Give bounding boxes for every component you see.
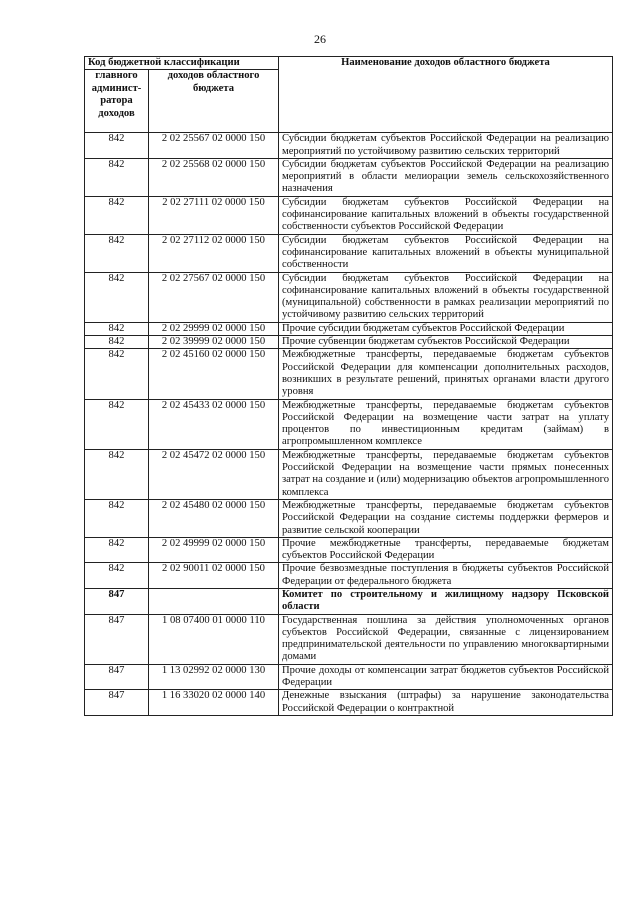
table-row	[85, 588, 613, 614]
table-row	[85, 133, 613, 159]
income-name-cell: Прочие субсидии бюджетам субъектов Российской Федерации	[279, 322, 613, 335]
admin-code-cell: 842	[85, 234, 149, 272]
income-name-cell: Субсидии бюджетам субъектов Российской Федерации на реализацию мероприятий по устойчивому развитию сельских территорий	[279, 133, 613, 159]
admin-code-cell: 842	[85, 158, 149, 196]
income-name-cell: Прочие безвозмездные поступления в бюджеты субъектов Российской Федерации от федерального бюджета	[279, 563, 613, 589]
table-row	[85, 399, 613, 449]
income-name-cell: Межбюджетные трансферты, передаваемые бюджетам субъектов Российской Федерации на создание системы поддержки фермеров и развитие сельской кооперации	[279, 499, 613, 537]
income-code-cell: 2 02 25568 02 0000 150	[149, 158, 279, 196]
table-row	[85, 336, 613, 349]
header-income-name: Наименование доходов областного бюджета	[279, 57, 613, 133]
admin-code-cell: 842	[85, 563, 149, 589]
admin-code-cell: 842	[85, 133, 149, 159]
income-code-cell: 2 02 45472 02 0000 150	[149, 449, 279, 499]
page-number: 26	[314, 32, 326, 46]
income-name-cell: Межбюджетные трансферты, передаваемые бюджетам субъектов Российской Федерации на возмещение части затрат на уплату процентов по инвестиционным кредитам (займам) в агропромышленном комплексе	[279, 399, 613, 449]
income-name-cell: Субсидии бюджетам субъектов Российской Федерации на софинансирование капитальных вложений в объекты государственной (муниципальной) собственности в рамках реализации мероприятий по устойчивому развитию сельских территорий	[279, 272, 613, 322]
table-row	[85, 234, 613, 272]
income-code-cell: 2 02 27112 02 0000 150	[149, 234, 279, 272]
income-name-cell: Субсидии бюджетам субъектов Российской Федерации на софинансирование капитальных вложений в объекты государственной собственности субъектов Российской Федерации	[279, 196, 613, 234]
income-code-cell: 2 02 25567 02 0000 150	[149, 133, 279, 159]
income-code-cell: 2 02 45160 02 0000 150	[149, 349, 279, 399]
income-code-cell: 2 02 49999 02 0000 150	[149, 537, 279, 563]
table-row	[85, 349, 613, 399]
income-name-cell: Субсидии бюджетам субъектов Российской Федерации на софинансирование капитальных вложений в объекты муниципальной собственности	[279, 234, 613, 272]
header-classification-code: Код бюджетной классификации	[85, 57, 279, 70]
income-code-cell	[149, 588, 279, 614]
income-name-cell: Субсидии бюджетам субъектов Российской Федерации на реализацию мероприятий в области мелиорации земель сельскохозяйственного назначения	[279, 158, 613, 196]
admin-code-cell: 842	[85, 399, 149, 449]
income-name-cell: Прочие субвенции бюджетам субъектов Российской Федерации	[279, 336, 613, 349]
income-code-cell: 1 13 02992 02 0000 130	[149, 664, 279, 690]
income-name-cell: Денежные взыскания (штрафы) за нарушение законодательства Российской Федерации о контрактной	[279, 690, 613, 716]
table-row	[85, 272, 613, 322]
table-row	[85, 614, 613, 664]
income-name-cell: Межбюджетные трансферты, передаваемые бюджетам субъектов Российской Федерации на возмещение части прямых понесенных затрат на создание и (или) модернизацию объектов агропромышленного комплекса	[279, 449, 613, 499]
header-income-code: доходов областного бюджета	[149, 70, 279, 133]
admin-code-cell: 847	[85, 614, 149, 664]
income-code-cell: 2 02 45480 02 0000 150	[149, 499, 279, 537]
income-code-cell: 1 16 33020 02 0000 140	[149, 690, 279, 716]
admin-code-cell: 842	[85, 322, 149, 335]
header-admin: главного админист-ратора доходов	[85, 70, 149, 133]
table-row	[85, 158, 613, 196]
income-name-cell: Комитет по строительному и жилищному надзору Псковской области	[279, 588, 613, 614]
income-name-cell: Прочие межбюджетные трансферты, передаваемые бюджетам субъектов Российской Федерации	[279, 537, 613, 563]
table-body	[85, 133, 613, 716]
income-name-cell: Прочие доходы от компенсации затрат бюджетов субъектов Российской Федерации	[279, 664, 613, 690]
budget-classification-table	[84, 56, 613, 716]
admin-code-cell: 842	[85, 537, 149, 563]
income-code-cell: 2 02 45433 02 0000 150	[149, 399, 279, 449]
table-row	[85, 449, 613, 499]
admin-code-cell: 842	[85, 336, 149, 349]
table-header	[85, 57, 613, 133]
table-row	[85, 664, 613, 690]
income-code-cell: 2 02 27111 02 0000 150	[149, 196, 279, 234]
table-row	[85, 499, 613, 537]
income-code-cell: 1 08 07400 01 0000 110	[149, 614, 279, 664]
admin-code-cell: 842	[85, 349, 149, 399]
income-code-cell: 2 02 90011 02 0000 150	[149, 563, 279, 589]
income-code-cell: 2 02 27567 02 0000 150	[149, 272, 279, 322]
admin-code-cell: 847	[85, 588, 149, 614]
income-name-cell: Межбюджетные трансферты, передаваемые бюджетам субъектов Российской Федерации для компенсации дополнительных расходов, возникших в результате решений, принятых органами власти другого уровня	[279, 349, 613, 399]
income-name-cell: Государственная пошлина за действия уполномоченных органов субъектов Российской Федерации, связанные с лицензированием предпринимательской деятельности по управлению многоквартирными домами	[279, 614, 613, 664]
admin-code-cell: 847	[85, 664, 149, 690]
income-code-cell: 2 02 29999 02 0000 150	[149, 322, 279, 335]
admin-code-cell: 842	[85, 449, 149, 499]
income-code-cell: 2 02 39999 02 0000 150	[149, 336, 279, 349]
admin-code-cell: 842	[85, 196, 149, 234]
table-row	[85, 690, 613, 716]
admin-code-cell: 842	[85, 499, 149, 537]
table-row	[85, 563, 613, 589]
table-row	[85, 537, 613, 563]
table-row	[85, 196, 613, 234]
admin-code-cell: 847	[85, 690, 149, 716]
table-row	[85, 322, 613, 335]
admin-code-cell: 842	[85, 272, 149, 322]
